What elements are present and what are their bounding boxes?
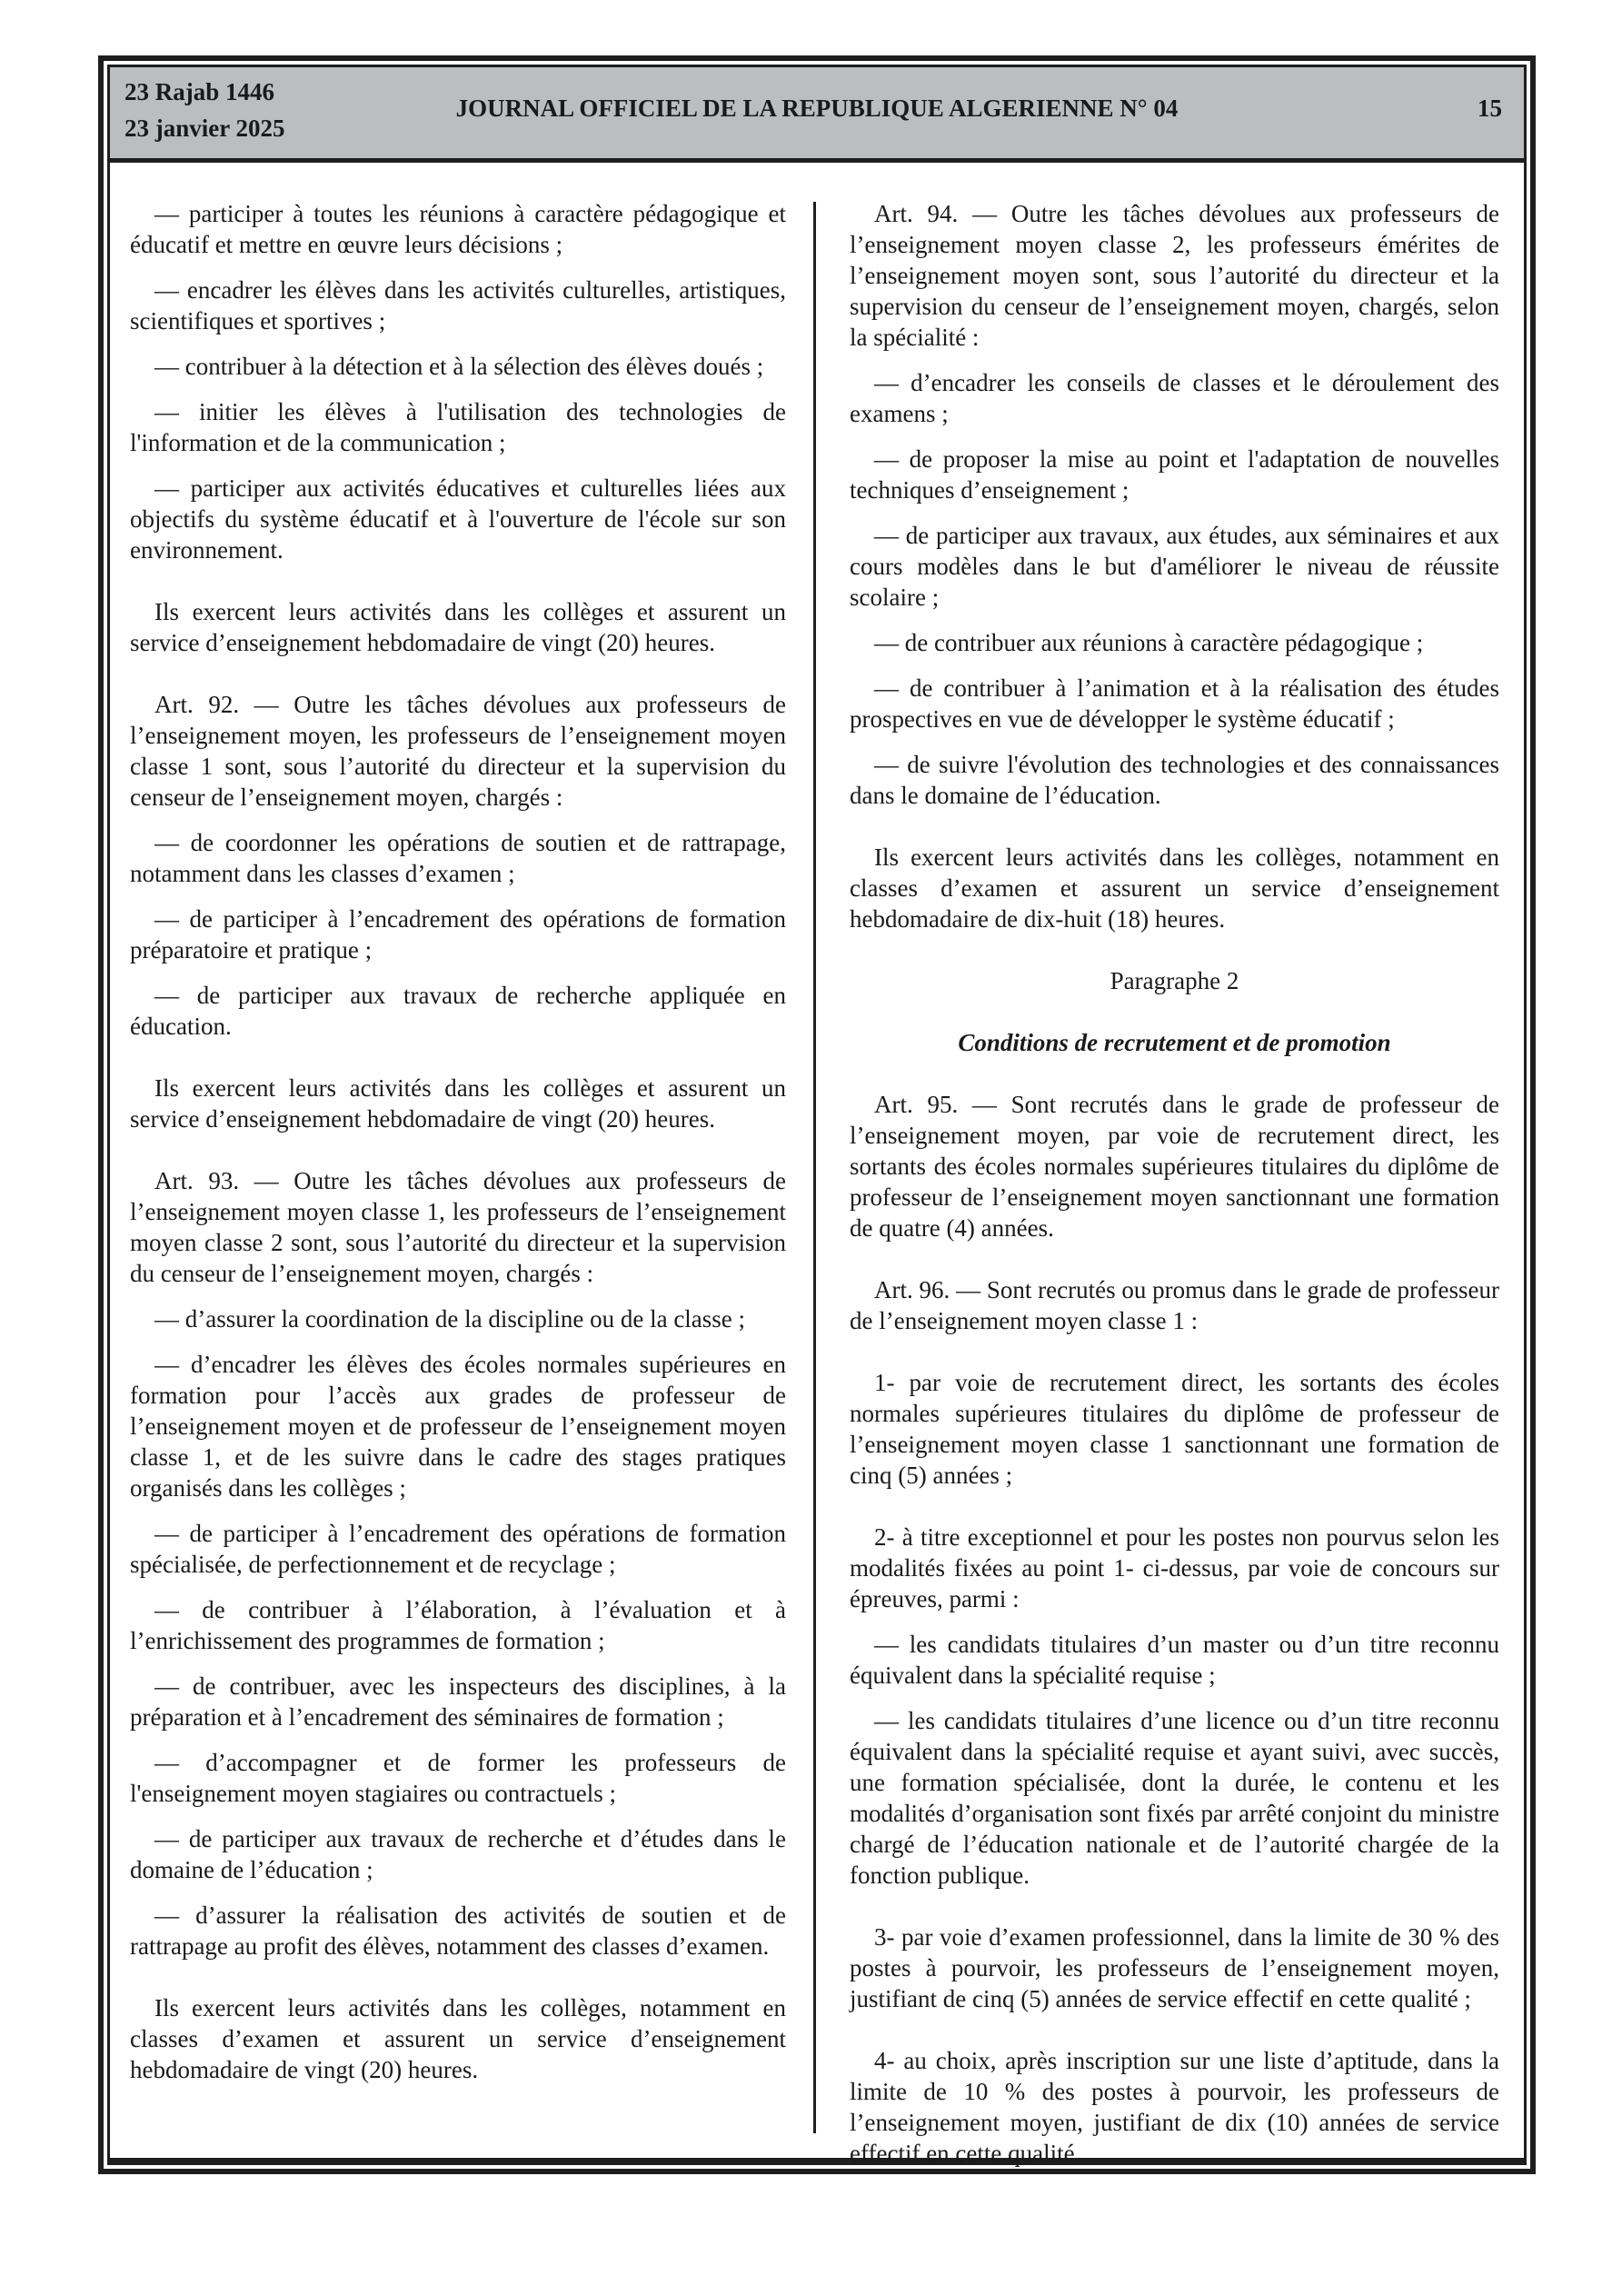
paragraph: Art. 93. — Outre les tâches dévolues aux professeurs de l’enseignement moyen classe 1, les professeurs de l’enseignement moyen classe 2 sont, sous l’autorité du directeur et la supervision du censeur de l’enseignement moyen, chargés : (130, 1167, 786, 1287)
text-section (850, 1522, 1499, 1891)
list-item: — initier les élèves à l'utilisation des technologies de l'information et de la communication ; (130, 398, 786, 456)
text-section (850, 1089, 1499, 1243)
text-section (850, 1367, 1499, 1491)
paragraph: Ils exercent leurs activités dans les collèges, notamment en classes d’examen et assurent un service d’enseignement hebdomadaire de dix-huit (18) heures. (850, 844, 1499, 933)
text-section (850, 842, 1499, 934)
list-item: — les candidats titulaires d’une licence ou d’un titre reconnu équivalent dans la spécialité requise et ayant suivi, avec succès, une formation spécialisée, dont la durée, le contenu et les modalités d’organisation sont fixés par arrêté conjoint du ministre chargé de l’éducation nationale et de l’autorité chargée de la fonction publique. (850, 1707, 1499, 1889)
list-item: — de proposer la mise au point et l'adaptation de nouvelles techniques d’enseignement ; (850, 445, 1499, 504)
text-section (850, 1274, 1499, 1336)
list-item: — de participer aux travaux de recherche et d’études dans le domaine de l’éducation ; (130, 1825, 786, 1883)
header-date-gregorian: 23 janvier 2025 (124, 115, 285, 142)
list-item: — de coordonner les opérations de soutien et de rattrapage, notamment dans les classes d’examen ; (130, 829, 786, 887)
list-item: — de participer à l’encadrement des opérations de formation préparatoire et pratique ; (130, 905, 786, 963)
list-item: — d’encadrer les élèves des écoles normales supérieures en formation pour l’accès aux grades de professeur de l’enseignement moyen et de professeur de l’enseignement moyen classe 1, et de les suivre dans le cadre des stages pratiques organisés dans les collèges ; (130, 1351, 786, 1502)
text-section (850, 1027, 1499, 1058)
header-date-hijri: 23 Rajab 1446 (124, 78, 275, 105)
column-divider (813, 202, 816, 2133)
list-item: — de contribuer à l’élaboration, à l’évaluation et à l’enrichissement des programmes de formation ; (130, 1596, 786, 1654)
paragraph: Ils exercent leurs activités dans les collèges et assurent un service d’enseignement hebdomadaire de vingt (20) heures. (130, 598, 786, 656)
paragraph-label: Paragraphe 2 (1110, 967, 1239, 994)
paragraph: 2- à titre exceptionnel et pour les postes non pourvus selon les modalités fixées au point 1- ci-dessus, par voie de concours sur épreuves, parmi : (850, 1523, 1499, 1612)
list-item: — de contribuer aux réunions à caractère pédagogique ; (874, 629, 1424, 656)
text-section (130, 689, 786, 1042)
text-section (850, 1922, 1499, 2014)
text-section (130, 1992, 786, 2085)
text-section (850, 965, 1499, 996)
list-item: — les candidats titulaires d’un master ou d’un titre reconnu équivalent dans la spécialité requise ; (850, 1631, 1499, 1689)
list-item: — d’assurer la coordination de la discipline ou de la classe ; (154, 1305, 746, 1333)
section-heading: Conditions de recrutement et de promotion (958, 1029, 1391, 1056)
list-item: — de participer aux travaux de recherche appliquée en éducation. (130, 982, 786, 1040)
list-item: — de contribuer à l’animation et à la réalisation des études prospectives en vue de développer le système éducatif ; (850, 674, 1499, 733)
paragraph: Ils exercent leurs activités dans les collèges, notamment en classes d’examen et assurent un service d’enseignement hebdomadaire de vingt (20) heures. (130, 1994, 786, 2083)
paragraph: Art. 95. — Sont recrutés dans le grade de professeur de l’enseignement moyen, par voie de recrutement direct, les sortants des écoles normales supérieures titulaires du diplôme de professeur de l’enseignement moyen sanctionnant une formation de quatre (4) années. (850, 1091, 1499, 1242)
paragraph: Art. 92. — Outre les tâches dévolues aux professeurs de l’enseignement moyen, les professeurs de l’enseignement moyen classe 1 sont, sous l’autorité du directeur et la supervision du censeur de l’enseignement moyen, chargés : (130, 691, 786, 811)
list-item: — de participer à l’encadrement des opérations de formation spécialisée, de perfectionnement et de recyclage ; (130, 1520, 786, 1578)
text-section (130, 198, 786, 565)
list-item: — participer aux activités éducatives et culturelles liées aux objectifs du système éducatif et à l'ouverture de l'école sur son environnement. (130, 474, 786, 564)
list-item: — contribuer à la détection et à la sélection des élèves doués ; (154, 353, 764, 380)
header-title: JOURNAL OFFICIEL DE LA REPUBLIQUE ALGERIENNE N° 04 (455, 95, 1179, 122)
text-section (130, 596, 786, 658)
text-section (850, 198, 1499, 811)
text-section (130, 1073, 786, 1134)
list-item: — de participer aux travaux, aux études, aux séminaires et aux cours modèles dans le but d'améliorer le niveau de réussite scolaire ; (850, 522, 1499, 611)
list-item: — encadrer les élèves dans les activités culturelles, artistiques, scientifiques et sportives ; (130, 276, 786, 334)
text-section (130, 1165, 786, 1962)
left-column (130, 198, 786, 2116)
paragraph: 3- par voie d’examen professionnel, dans la limite de 30 % des postes à pourvoir, les professeurs de l’enseignement moyen, justifiant de cinq (5) années de service effectif en cette qualité ; (850, 1923, 1499, 2012)
list-item: — d’encadrer les conseils de classes et le déroulement des examens ; (850, 369, 1499, 427)
right-column (850, 198, 1499, 2200)
paragraph: 4- au choix, après inscription sur une liste d’aptitude, dans la limite de 10 % des postes à pourvoir, les professeurs de l’enseignement moyen, justifiant de dix (10) années de service effectif en cette qualité. (850, 2047, 1499, 2167)
list-item: — participer à toutes les réunions à caractère pédagogique et éducatif et mettre en œuvre leurs décisions ; (130, 200, 786, 258)
paragraph: Ils exercent leurs activités dans les collèges et assurent un service d’enseignement hebdomadaire de vingt (20) heures. (130, 1074, 786, 1133)
paragraph: 1- par voie de recrutement direct, les sortants des écoles normales supérieures titulaires du diplôme de professeur de l’enseignement moyen classe 1 sanctionnant une formation de cinq (5) années ; (850, 1369, 1499, 1489)
list-item: — d’accompagner et de former les professeurs de l'enseignement moyen stagiaires ou contractuels ; (130, 1749, 786, 1807)
text-section (850, 2045, 1499, 2169)
list-item: — de contribuer, avec les inspecteurs des disciplines, à la préparation et à l’encadrement des séminaires de formation ; (130, 1672, 786, 1731)
page-number: 15 (1478, 95, 1502, 122)
list-item: — d’assurer la réalisation des activités de soutien et de rattrapage au profit des élèves, notamment des classes d’examen. (130, 1902, 786, 1960)
paragraph: Art. 94. — Outre les tâches dévolues aux professeurs de l’enseignement moyen classe 2, les professeurs émérites de l’enseignement moyen sont, sous l’autorité du directeur et la supervision du censeur de l’enseignement moyen, chargés, selon la spécialité : (850, 200, 1499, 351)
journal-header (110, 67, 1524, 163)
paragraph: Art. 96. — Sont recrutés ou promus dans le grade de professeur de l’enseignement moyen classe 1 : (850, 1276, 1499, 1334)
list-item: — de suivre l'évolution des technologies et des connaissances dans le domaine de l’éducation. (850, 751, 1499, 809)
